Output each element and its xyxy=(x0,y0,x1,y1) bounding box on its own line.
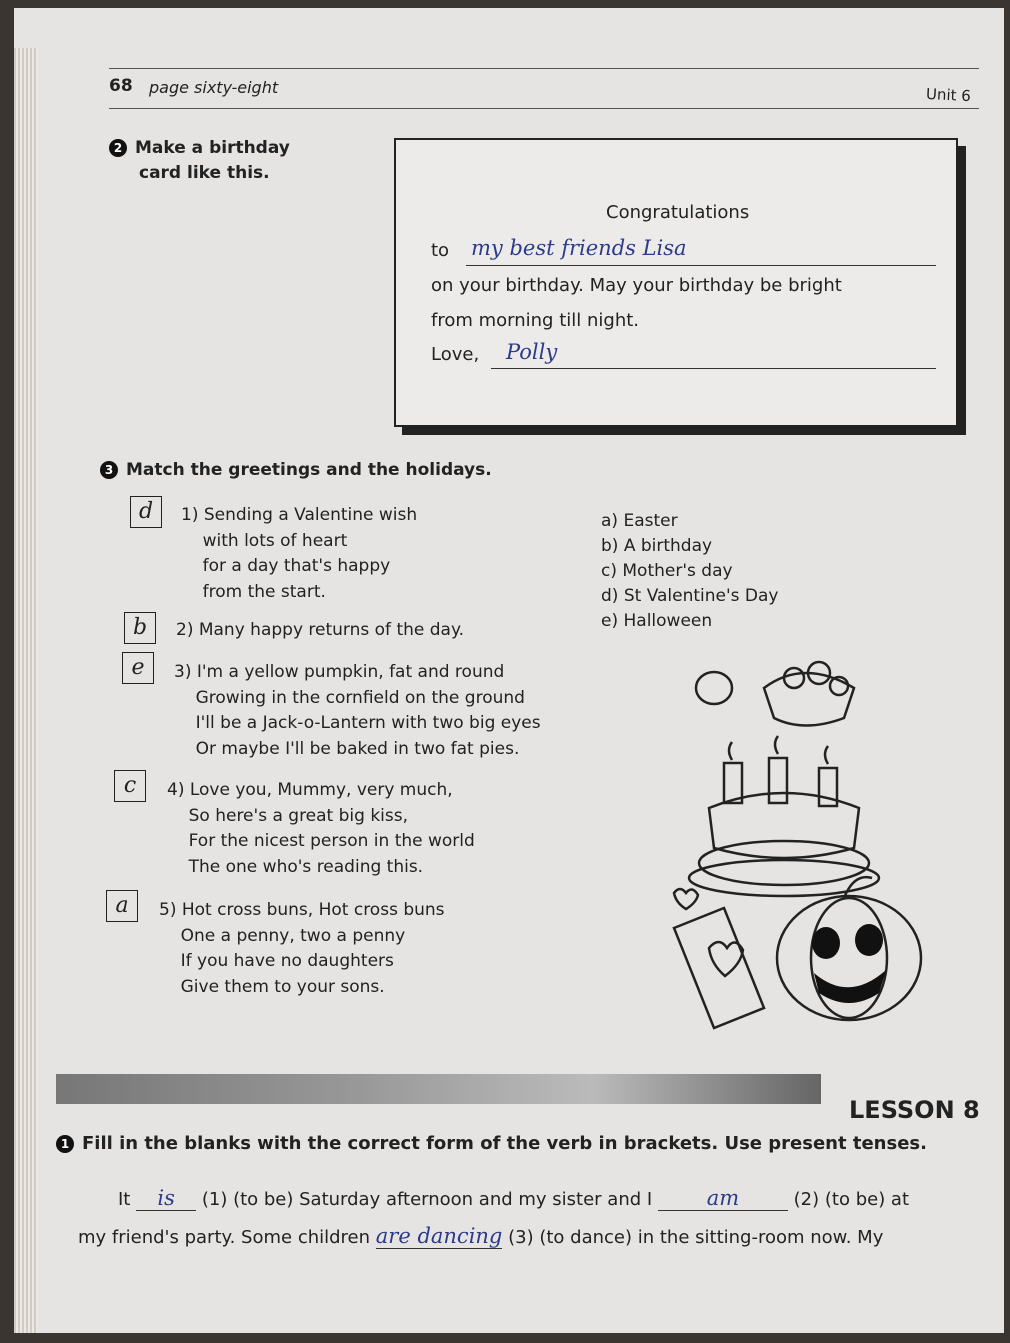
exercise-number: 1 xyxy=(56,1135,74,1153)
holiday-illustration xyxy=(654,648,934,1048)
exercise-2-title-line2: card like this. xyxy=(139,163,270,183)
card-heading: Congratulations xyxy=(606,202,750,223)
birthday-cake-drawing xyxy=(689,736,879,896)
exercise-number: 2 xyxy=(109,139,127,157)
workbook-page xyxy=(14,8,1004,1333)
valentine-card-drawing xyxy=(674,889,764,1028)
card-signature-answer[interactable]: Polly xyxy=(506,340,558,364)
birthday-card xyxy=(394,138,958,427)
greeting-1: 1) Sending a Valentine wish with lots of heart for a day that's happy from the start. xyxy=(181,505,418,602)
unit-label: Unit 6 xyxy=(925,84,972,106)
holiday-option-e: e) Halloween xyxy=(601,611,713,631)
holiday-option-d: d) St Valentine's Day xyxy=(601,586,779,606)
answer-box-4[interactable]: c xyxy=(114,770,146,802)
buns-drawing xyxy=(764,673,854,726)
page-stack-edge xyxy=(14,48,38,1333)
holiday-option-b: b) A birthday xyxy=(601,536,713,556)
answer-box-3[interactable]: e xyxy=(122,652,154,684)
exercise-number: 3 xyxy=(100,461,118,479)
fill-in-line-2: my friend's party. Some children are dancing (3) (to dance) in the sitting-room now. My xyxy=(78,1224,884,1248)
greeting-3: 3) I'm a yellow pumpkin, fat and round Growing in the cornfield on the ground I'll be a Jack-o-Lantern with two big eyes Or maybe I'll be baked in two fat pies. xyxy=(174,662,541,759)
holiday-option-a: a) Easter xyxy=(601,511,678,531)
header-rule xyxy=(109,68,979,69)
blank-3-answer[interactable]: are dancing xyxy=(375,1224,503,1248)
exercise-3-title: 3 Match the greetings and the holidays. xyxy=(100,460,492,480)
page-number-words: page sixty-eight xyxy=(149,78,279,97)
card-to-answer[interactable]: my best friends Lisa xyxy=(471,236,687,260)
lesson-8-task: 1 Fill in the blanks with the correct form of the verb in brackets. Use present tenses. xyxy=(56,1133,927,1154)
holiday-option-c: c) Mother's day xyxy=(601,561,733,581)
answer-box-2[interactable]: b xyxy=(124,612,156,644)
blank-2-answer[interactable]: am xyxy=(658,1186,788,1211)
fill-in-line-1: It is (1) (to be) Saturday afternoon and my sister and I am (2) (to be) at xyxy=(118,1186,910,1210)
answer-line xyxy=(491,368,936,369)
greeting-2: 2) Many happy returns of the day. xyxy=(176,620,464,640)
exercise-2-title: 2 Make a birthday xyxy=(109,138,290,158)
answer-box-5[interactable]: a xyxy=(106,890,138,922)
card-text-line1: on your birthday. May your birthday be bright xyxy=(431,275,842,296)
page-number: 68 xyxy=(109,76,133,96)
greeting-5: 5) Hot cross buns, Hot cross buns One a penny, two a penny If you have no daughters Give them to your sons. xyxy=(159,900,445,997)
greeting-4: 4) Love you, Mummy, very much, So here's a great big kiss, For the nicest person in the world The one who's reading this. xyxy=(167,780,475,877)
lesson-title: LESSON 8 xyxy=(849,1096,980,1124)
lesson-divider-bar xyxy=(56,1074,821,1104)
header-rule xyxy=(109,108,979,109)
card-love-label: Love, xyxy=(431,344,480,365)
blank-1-answer[interactable]: is xyxy=(136,1186,196,1211)
easter-egg-drawing xyxy=(696,672,732,704)
card-to-label: to xyxy=(431,240,450,261)
card-text-line2: from morning till night. xyxy=(431,310,640,331)
answer-box-1[interactable]: d xyxy=(130,496,162,528)
answer-line xyxy=(466,265,936,266)
